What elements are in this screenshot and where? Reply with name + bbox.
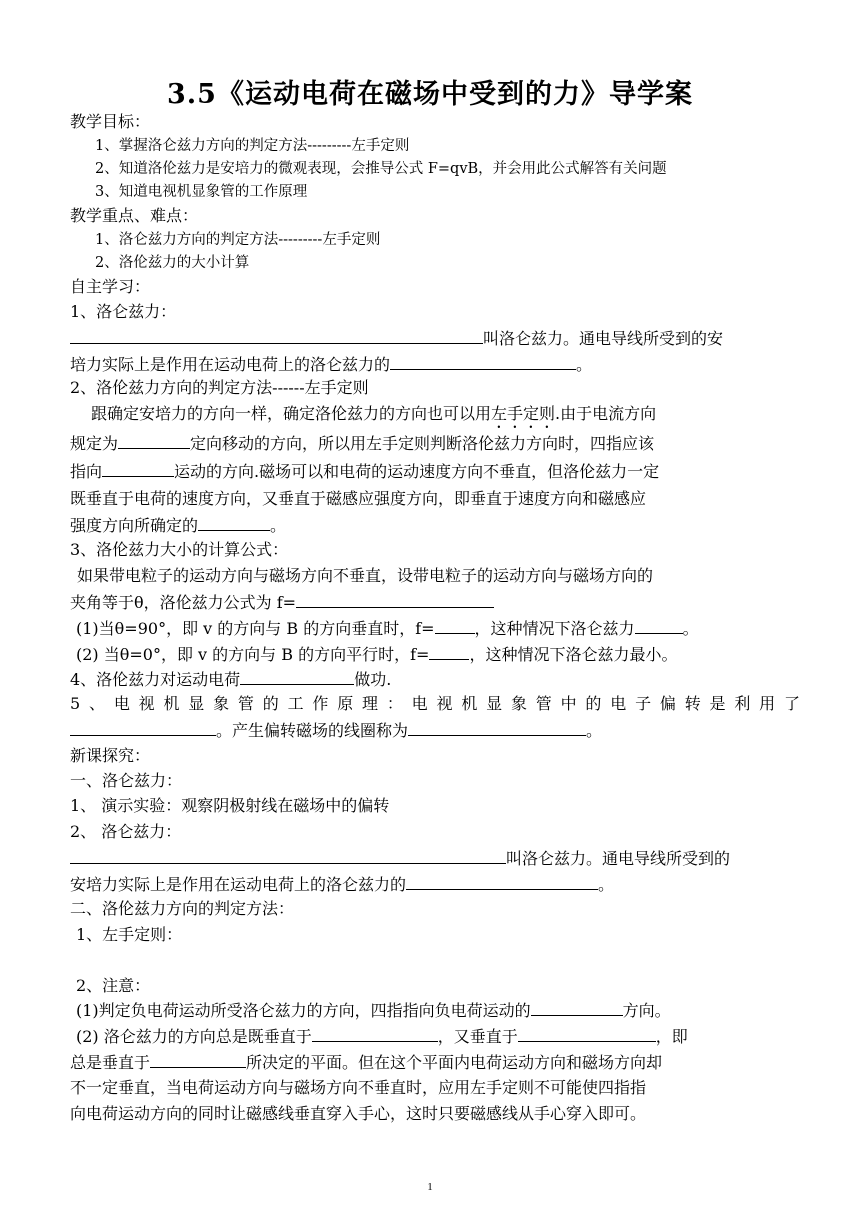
s2-line-1 [91, 404, 821, 432]
s4-text-a: 4、洛伦兹力对运动电荷 [70, 670, 241, 689]
s4-text-b: 做功. [354, 670, 392, 689]
part1-line-2-text: 安培力实际上是作用在运动电荷上的洛仑兹力的 [70, 875, 407, 894]
goal-item-3: 3、知道电视机显象管的工作原理 [95, 184, 308, 200]
part2-heading: 二、洛伦兹力方向的判定方法： [70, 899, 295, 918]
note-1-text-b: 方向。 [622, 1001, 671, 1020]
s3-line-3-text-c: 。 [682, 619, 699, 638]
s3-line-3-text-a: (1)当θ=90°，即 v 的方向与 B 的方向垂直时，f= [76, 619, 435, 638]
s5-line-1: 5、电视机显象管的工作原理：电视机显象管中的电子偏转是利用了 [70, 694, 800, 713]
part1-heading: 一、洛仑兹力： [70, 771, 183, 790]
fill-blank[interactable] [70, 848, 506, 864]
note-1-text-a: (1)判定负电荷运动所受洛仑兹力的方向，四指指向负电荷运动的 [76, 1001, 531, 1020]
key-points-heading: 教学重点、难点： [70, 206, 199, 225]
s2-line-2 [70, 433, 800, 454]
fill-blank[interactable] [406, 874, 598, 890]
s5-line-2 [70, 720, 800, 741]
s1-line-2-text: 培力实际上是作用在运动电荷上的洛仑兹力的 [70, 355, 391, 374]
fill-blank[interactable] [150, 1052, 246, 1068]
fill-blank[interactable] [390, 354, 576, 370]
s2-line-2-text-b: 定向移动的方向，所以用左手定则判断洛伦兹力方向时，四指应该 [190, 434, 655, 453]
fill-blank[interactable] [429, 644, 469, 660]
goal-item-2: 2、知道洛伦兹力是安培力的微观表现，会推导公式 F=qvB，并会用此公式解答有关问题 [95, 161, 667, 177]
key-point-item-1: 1、洛仑兹力方向的判定方法---------左手定则 [95, 232, 381, 248]
s3-line-4-text-b: ，这种情况下洛仑兹力最小。 [469, 645, 678, 664]
s3-line-4 [76, 644, 806, 665]
s1-line-1 [70, 328, 800, 349]
fill-blank[interactable] [635, 618, 683, 634]
fill-blank[interactable] [70, 328, 483, 344]
s2-line-1-text-b: .由于电流方向 [555, 404, 657, 423]
page-number: 1 [427, 1181, 433, 1193]
s2-heading: 2、洛伦兹力方向的判定方法------左手定则 [70, 378, 369, 397]
s2-line-3-text-b: 运动的方向.磁场可以和电荷的运动速度方向不垂直，但洛伦兹力一定 [174, 462, 660, 481]
part1-line-2 [70, 874, 800, 895]
s2-line-5 [70, 515, 800, 536]
part1-line-2-end: 。 [598, 875, 615, 894]
s2-line-2-text-a: 规定为 [70, 434, 119, 453]
s2-line-3-text-a: 指向 [70, 462, 103, 481]
s3-line-4-text-a: (2) 当θ=0°，即 v 的方向与 B 的方向平行时，f= [76, 645, 430, 664]
s1-line-2-end: 。 [576, 355, 593, 374]
s1-line-2 [70, 354, 800, 375]
note-3-text-a: 总是垂直于 [70, 1053, 151, 1072]
s4-line [70, 669, 800, 690]
key-point-item-2: 2、洛伦兹力的大小计算 [95, 255, 250, 271]
s2-line-4: 既垂直于电荷的速度方向，又垂直于磁感应强度方向，即垂直于速度方向和磁感应 [70, 489, 647, 508]
s3-line-3-text-b: ，这种情况下洛仑兹力 [474, 619, 635, 638]
s1-heading: 1、洛仑兹力： [70, 302, 177, 321]
note-2-text-c: ，即 [655, 1027, 688, 1046]
note-3-text-b: 所决定的平面。但在这个平面内电荷运动方向和磁场方向却 [246, 1053, 663, 1072]
goals-heading: 教学目标： [70, 112, 151, 131]
s2-line-1-text-a: 跟确定安培力的方向一样，确定洛伦兹力的方向也可以用 [91, 404, 492, 423]
fill-blank[interactable] [70, 720, 216, 736]
s3-heading: 3、洛伦兹力大小的计算公式： [70, 540, 289, 559]
part1-line-1 [70, 848, 800, 869]
fill-blank[interactable] [240, 669, 354, 685]
s2-line-5-text-b: 。 [270, 516, 287, 535]
fill-blank[interactable] [518, 1026, 656, 1042]
s2-line-3 [70, 461, 800, 482]
fill-blank[interactable] [102, 461, 174, 477]
part1-item-1: 1、 演示实验：观察阴极射线在磁场中的偏转 [70, 796, 390, 815]
part2-item-2: 2、注意： [76, 976, 151, 995]
fill-blank[interactable] [118, 433, 190, 449]
fill-blank[interactable] [435, 618, 475, 634]
fill-blank[interactable] [408, 720, 586, 736]
s5-line-2-text-b: 。产生偏转磁场的线圈称为 [216, 721, 409, 740]
left-hand-rule-emphasis: 左手定则 [491, 404, 556, 423]
note-line-3 [70, 1052, 800, 1073]
note-line-4: 不一定垂直，当电荷运动方向与磁场方向不垂直时，应用左手定则不可能使四指指 [70, 1078, 647, 1097]
note-2-text-a: (2) 洛仑兹力的方向总是既垂直于 [76, 1027, 312, 1046]
s2-line-5-text-a: 强度方向所确定的 [70, 516, 199, 535]
s3-line-2-text: 夹角等于θ，洛伦兹力公式为 f= [70, 593, 297, 612]
note-2-text-b: ，又垂直于 [437, 1027, 518, 1046]
note-line-2 [76, 1026, 806, 1047]
s3-line-3 [76, 618, 806, 639]
s1-line-1-text: 叫洛仑兹力。通电导线所受到的安 [483, 329, 724, 348]
fill-blank[interactable] [198, 515, 270, 531]
s3-line-2 [70, 592, 800, 613]
s5-line-2-text-c: 。 [586, 721, 603, 740]
part1-item-2: 2、 洛仑兹力： [70, 822, 182, 841]
fill-blank[interactable] [312, 1026, 438, 1042]
self-study-heading: 自主学习： [70, 277, 151, 296]
note-line-5: 向电荷运动方向的同时让磁感线垂直穿入手心，这时只要磁感线从手心穿入即可。 [70, 1104, 647, 1123]
fill-blank[interactable] [296, 592, 494, 608]
goal-item-1: 1、掌握洛仑兹力方向的判定方法---------左手定则 [95, 138, 410, 154]
new-lesson-heading: 新课探究： [70, 746, 151, 765]
part2-item-1: 1、左手定则： [76, 925, 183, 944]
s3-line-1: 如果带电粒子的运动方向与磁场方向不垂直，设带电粒子的运动方向与磁场方向的 [77, 566, 654, 585]
page-title: 3.5《运动电荷在磁场中受到的力》导学案 [167, 79, 693, 110]
fill-blank[interactable] [531, 1000, 623, 1016]
part1-line-1-text: 叫洛仑兹力。通电导线所受到的 [506, 849, 731, 868]
note-line-1 [76, 1000, 806, 1021]
